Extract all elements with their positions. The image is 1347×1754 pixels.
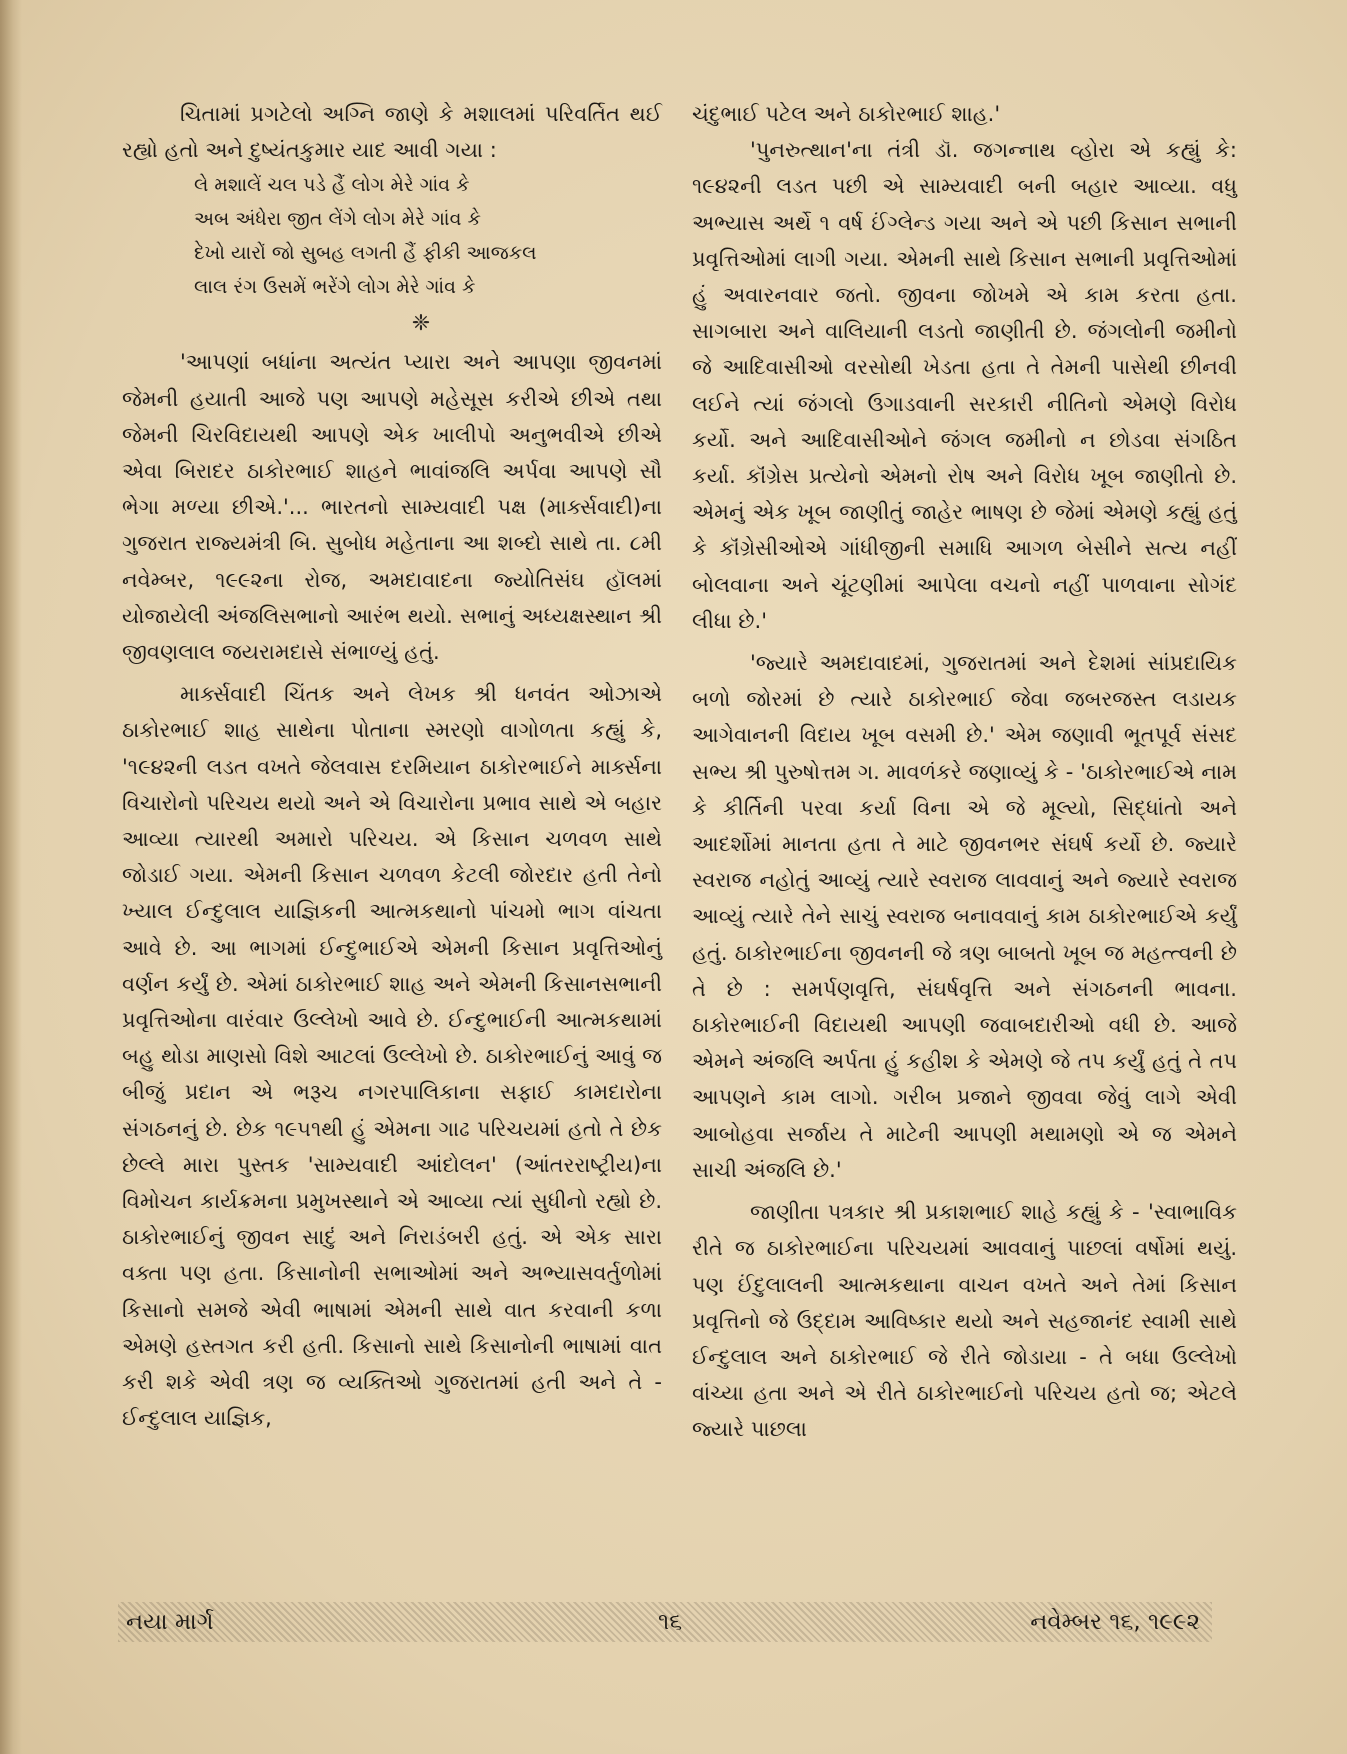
poem-line: દેખો યારોં જો સુબહ લગતી હૈં ફીકી આજકલ bbox=[194, 242, 537, 265]
page-number: ૧૬ bbox=[658, 1609, 683, 1635]
paragraph: માર્ક્સવાદી ચિંતક અને લેખક શ્રી ધનવંત ઓઝાએ ઠાકોરભાઈ શાહ સાથેના પોતાના સ્મરણો વાગોળતા કહ્યું કે, '૧૯૪૨ની લડત વખતે જેલવાસ દરમિયાન ઠાકોરભાઈને માર્ક્સના વિચારોનો પરિચય થયો અને એ વિચારોના પ્રભાવ સાથે એ બહાર આવ્યા ત્યારથી અમારો પરિચય. એ કિસાન ચળવળ સાથે જોડાઈ ગયા. એમની કિસાન ચળવળ કેટલી જોરદાર હતી તેનો ખ્યાલ ઈન્દુલાલ યાજ્ઞિકની આત્મકથાનો પાંચમો ભાગ વાંચતા આવે છે. આ ભાગમાં ઈન્દુભાઈએ એમની કિસાન પ્રવૃત્તિઓનું વર્ણન કર્યું છે. એમાં ઠાકોરભાઈ શાહ અને એમની કિસાનસભાની પ્રવૃત્તિઓના વારંવાર ઉલ્લેખો આવે છે. ઈન્દુભાઈની આત્મકથામાં બહુ થોડા માણસો વિશે આટલાં ઉલ્લેખો છે. ઠાકોરભાઈનું આવું જ બીજું પ્રદાન એ ભરૂચ નગરપાલિકાના સફાઈ કામદારોના સંગઠનનું છે. છેક ૧૯૫૧થી હું એમના ગાઢ પરિચયમાં હતો તે છેક છેલ્લે મારા પુસ્તક 'સામ્યવાદી આંદોલન' (આંતરરાષ્ટ્રીય)ના વિમોચન કાર્યક્રમના પ્રમુખસ્થાને એ આવ્યા ત્યાં સુધીનો રહ્યો છે. ઠાકોરભાઈનું જીવન સાદું અને નિરાડંબરી હતું. એ એક સારા વક્તા પણ હતા. કિસાનોની સભાઓમાં અને અભ્યાસવર્તુળોમાં કિસાનો સમજે એવી ભાષામાં એમની સાથે વાત કરવાની કળા એમણે હસ્તગત કરી હતી. કિસાનો સાથે કિસાનોની ભાષામાં વાત કરી શકે એવી ત્રણ જ વ્યક્તિઓ ગુજરાતમાં હતી અને તે - ઈન્દુલાલ યાજ્ઞિક, bbox=[122, 682, 662, 1431]
poem-line: લાલ રંગ ઉસમેં ભરેંગે લોગ મેરે ગાંવ કે bbox=[194, 276, 476, 299]
paragraph: 'જ્યારે અમદાવાદમાં, ગુજરાતમાં અને દેશમાં સાંપ્રદાયિક બળો જોરમાં છે ત્યારે ઠાકોરભાઈ જેવા જબરજસ્ત લડાયક આગેવાનની વિદાય ખૂબ વસમી છે.' એમ જણાવી ભૂતપૂર્વ સંસદ સભ્ય શ્રી પુરુષોત્તમ ગ. માવળંકરે જણાવ્યું કે - 'ઠાકોરભાઈએ નામ કે કીર્તિની પરવા કર્યા વિના એ જે મૂલ્યો, સિદ્ધાંતો અને આદર્શોમાં માનતા હતા તે માટે જીવનભર સંઘર્ષ કર્યો છે. જ્યારે સ્વરાજ નહોતું આવ્યું ત્યારે સ્વરાજ લાવવાનું અને જ્યારે સ્વરાજ આવ્યું ત્યારે તેને સાચું સ્વરાજ બનાવવાનું કામ ઠાકોરભાઈએ કર્યું હતું. ઠાકોરભાઈના જીવનની જે ત્રણ બાબતો ખૂબ જ મહત્ત્વની છે તે છે : સમર્પણવૃત્તિ, સંઘર્ષવૃત્તિ અને સંગઠનની ભાવના. ઠાકોરભાઈની વિદાયથી આપણી જવાબદારીઓ વધી છે. આજે એમને અંજલિ અર્પતા હું કહીશ કે એમણે જે તપ કર્યું હતું તે તપ આપણને કામ લાગો. ગરીબ પ્રજાને જીવવા જેવું લાગે એવી આબોહવા સર્જાય તે માટેની આપણી મથામણો એ જ એમને સાચી અંજલિ છે.' bbox=[692, 651, 1237, 1182]
page-footer bbox=[118, 1602, 1212, 1642]
page-binding-edge bbox=[0, 0, 22, 1754]
right-column bbox=[692, 96, 1237, 1448]
left-column bbox=[122, 96, 662, 1437]
paragraph: 'આપણાં બધાંના અત્યંત પ્યારા અને આપણા જીવનમાં જેમની હયાતી આજે પણ આપણે મહેસૂસ કરીએ છીએ તથા જેમની ચિરવિદાયથી આપણે એક ખાલીપો અનુભવીએ છીએ એવા બિરાદર ઠાકોરભાઈ શાહને ભાવાંજલિ અર્પવા આપણે સૌ ભેગા મળ્યા છીએ.'... ભારતનો સામ્યવાદી પક્ષ (માર્ક્સવાદી)ના ગુજરાત રાજ્યમંત્રી બિ. સુબોધ મહેતાના આ શબ્દો સાથે તા. ૮મી નવેમ્બર, ૧૯૯૨ના રોજ, અમદાવાદના જ્યોતિસંઘ હૉલમાં યોજાયેલી અંજલિસભાનો આરંભ થયો. સભાનું અધ્યક્ષસ્થાન શ્રી જીવણલાલ જયરામદાસે સંભાળ્યું હતું. bbox=[122, 350, 662, 665]
section-ornament-icon: ❈ bbox=[411, 311, 431, 337]
poem-stanza bbox=[194, 168, 662, 304]
continued-text: ચંદુભાઈ પટેલ અને ઠાકોરભાઈ શાહ.' bbox=[692, 102, 1001, 126]
issue-date: નવેમ્બર ૧૬, ૧૯૯૨ bbox=[1030, 1609, 1200, 1635]
paragraph: જાણીતા પત્રકાર શ્રી પ્રકાશભાઈ શાહે કહ્યું કે - 'સ્વાભાવિક રીતે જ ઠાકોરભાઈના પરિચયમાં આવવાનું પાછલાં વર્ષોમાં થયું. પણ ઈંદુલાલની આત્મકથાના વાચન વખતે અને તેમાં કિસાન પ્રવૃત્તિનો જે ઉદ્દામ આવિષ્કાર થયો અને સહજાનંદ સ્વામી સાથે ઈન્દુલાલ અને ઠાકોરભાઈ જે રીતે જોડાયા - તે બધા ઉલ્લેખો વાંચ્યા હતા અને એ રીતે ઠાકોરભાઈનો પરિચય હતો જ; એટલે જ્યારે પાછલા bbox=[692, 1200, 1237, 1442]
publication-name: નયા માર્ગ bbox=[126, 1609, 214, 1635]
poem-line: લે મશાલેં ચલ પડે હૈં લોગ મેરે ગાંવ કે bbox=[194, 174, 470, 197]
paragraph: 'પુનરુત્થાન'ના તંત્રી ડૉ. જગન્નાથ વ્હોરા એ કહ્યું કે: ૧૯૪૨ની લડત પછી એ સામ્યવાદી બની બહાર આવ્યા. વધુ અભ્યાસ અર્થે ૧ વર્ષ ઈંગ્લેન્ડ ગયા અને એ પછી કિસાન સભાની પ્રવૃત્તિઓમાં લાગી ગયા. એમની સાથે કિસાન સભાની પ્રવૃત્તિઓમાં હું અવારનવાર જતો. જીવના જોખમે એ કામ કરતા હતા. સાગબારા અને વાલિયાની લડતો જાણીતી છે. જંગલોની જમીનો જે આદિવાસીઓ વરસોથી ખેડતા હતા તે તેમની પાસેથી છીનવી લઈને ત્યાં જંગલો ઉગાડવાની સરકારી નીતિનો એમણે વિરોધ કર્યો. અને આદિવાસીઓને જંગલ જમીનો ન છોડવા સંગઠિત કર્યા. કૉંગ્રેસ પ્રત્યેનો એમનો રોષ અને વિરોધ ખૂબ જાણીતો છે. એમનું એક ખૂબ જાણીતું જાહેર ભાષણ છે જેમાં એમણે કહ્યું હતું કે કૉંગ્રેસીઓએ ગાંધીજીની સમાધિ આગળ બેસીને સત્ય નહીં બોલવાના અને ચૂંટણીમાં આપેલા વચનો નહીં પાળવાના સોગંદ લીધા છે.' bbox=[692, 138, 1237, 633]
intro-paragraph: ચિતામાં પ્રગટેલો અગ્નિ જાણે કે મશાલમાં પરિવર્તિત થઈ રહ્યો હતો અને દુષ્યંતકુમાર યાદ આવી ગયા : bbox=[122, 102, 662, 163]
poem-line: અબ અંધેરા જીત લેંગે લોગ મેરે ગાંવ કે bbox=[194, 208, 481, 231]
